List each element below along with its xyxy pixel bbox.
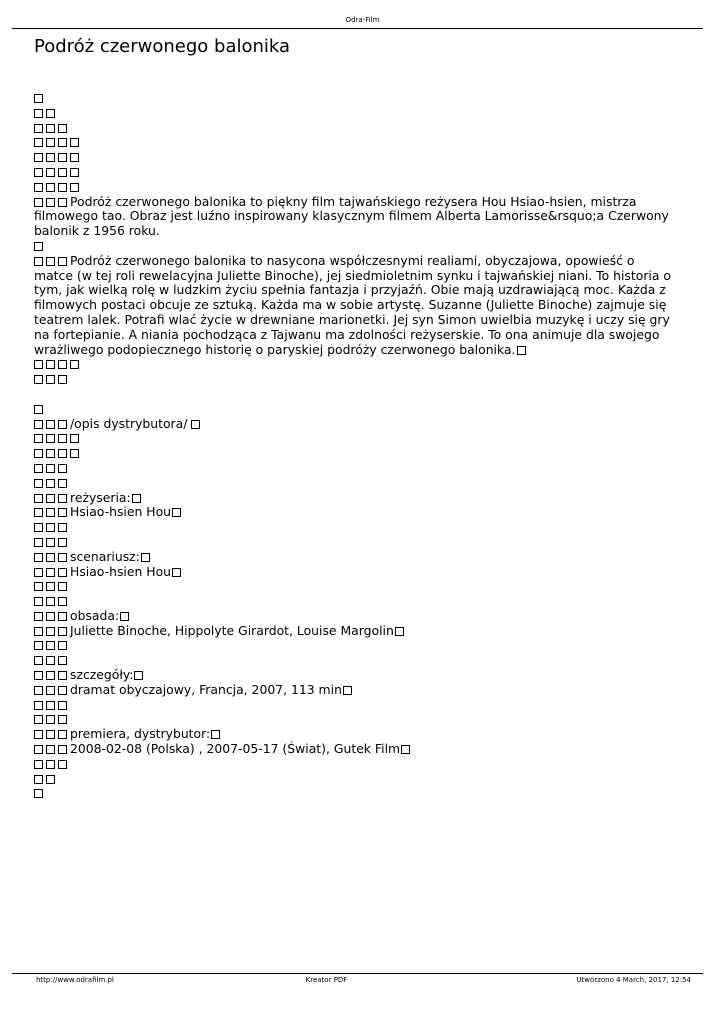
details-value-line — [34, 683, 674, 698]
missing-glyph-icon — [70, 138, 79, 147]
missing-glyph-icon — [58, 508, 67, 517]
missing-glyph-icon — [58, 553, 67, 562]
empty-line — [34, 106, 674, 121]
missing-glyph-icon — [58, 124, 67, 133]
missing-glyph-icon — [34, 183, 43, 192]
missing-glyph-icon — [46, 375, 55, 384]
missing-glyph-icon — [34, 745, 43, 754]
missing-glyph-icon — [34, 597, 43, 606]
empty-line — [34, 786, 674, 801]
missing-glyph-icon — [58, 449, 67, 458]
empty-line — [34, 446, 674, 461]
missing-glyph-icon — [34, 434, 43, 443]
missing-glyph-icon — [34, 671, 43, 680]
missing-glyph-icon — [46, 420, 55, 429]
empty-line — [34, 698, 674, 713]
missing-glyph-icon — [401, 745, 410, 754]
missing-glyph-icon — [34, 656, 43, 665]
missing-glyph-icon — [34, 360, 43, 369]
missing-glyph-icon — [46, 686, 55, 695]
missing-glyph-icon — [46, 479, 55, 488]
writer-label: scenariusz: — [70, 548, 140, 564]
missing-glyph-icon — [34, 582, 43, 591]
missing-glyph-icon — [58, 612, 67, 621]
missing-glyph-icon — [46, 715, 55, 724]
empty-line — [34, 520, 674, 535]
missing-glyph-icon — [58, 479, 67, 488]
empty-line — [34, 239, 674, 254]
missing-glyph-icon — [58, 494, 67, 503]
missing-glyph-icon — [70, 168, 79, 177]
details-value: dramat obyczajowy, Francja, 2007, 113 min — [70, 681, 342, 697]
empty-line — [34, 579, 674, 594]
missing-glyph-icon — [58, 168, 67, 177]
missing-glyph-icon — [46, 464, 55, 473]
missing-glyph-icon — [58, 568, 67, 577]
empty-line — [34, 535, 674, 550]
missing-glyph-icon — [34, 168, 43, 177]
missing-glyph-icon — [517, 346, 526, 355]
missing-glyph-icon — [46, 360, 55, 369]
description-paragraph — [34, 254, 674, 358]
writer-value-line — [34, 565, 674, 580]
director-label-line — [34, 491, 674, 506]
cast-label-line — [34, 609, 674, 624]
missing-glyph-icon — [34, 760, 43, 769]
missing-glyph-icon — [34, 449, 43, 458]
director-label: reżyseria: — [70, 489, 131, 505]
missing-glyph-icon — [34, 124, 43, 133]
missing-glyph-icon — [34, 138, 43, 147]
missing-glyph-icon — [58, 138, 67, 147]
footer-created: Utworzono 4 March, 2017, 12:54 — [576, 976, 691, 984]
missing-glyph-icon — [58, 730, 67, 739]
premiere-value: 2008-02-08 (Polska) , 2007-05-17 (Świat), Gutek Film — [70, 741, 401, 757]
missing-glyph-icon — [46, 775, 55, 784]
missing-glyph-icon — [58, 183, 67, 192]
director-value-line — [34, 505, 674, 520]
missing-glyph-icon — [58, 523, 67, 532]
missing-glyph-icon — [395, 627, 404, 636]
empty-line — [34, 757, 674, 772]
missing-glyph-icon — [34, 641, 43, 650]
missing-glyph-icon — [34, 568, 43, 577]
footer-divider — [12, 973, 703, 974]
missing-glyph-icon — [34, 508, 43, 517]
writer-value: Hsiao-hsien Hou — [70, 563, 172, 579]
missing-glyph-icon — [34, 701, 43, 710]
missing-glyph-icon — [34, 686, 43, 695]
missing-glyph-icon — [46, 124, 55, 133]
missing-glyph-icon — [34, 153, 43, 162]
empty-line — [34, 357, 674, 372]
empty-line — [34, 402, 674, 417]
director-value: Hsiao-hsien Hou — [70, 504, 172, 520]
missing-glyph-icon — [70, 449, 79, 458]
empty-line — [34, 180, 674, 195]
missing-glyph-icon — [58, 656, 67, 665]
missing-glyph-icon — [34, 627, 43, 636]
missing-glyph-icon — [46, 760, 55, 769]
page-title: Podróż czerwonego balonika — [34, 36, 291, 57]
missing-glyph-icon — [46, 138, 55, 147]
missing-glyph-icon — [70, 434, 79, 443]
missing-glyph-icon — [34, 405, 43, 414]
premiere-label: premiera, dystrybutor: — [70, 726, 211, 742]
details-label-line — [34, 668, 674, 683]
empty-line — [34, 712, 674, 727]
missing-glyph-icon — [46, 449, 55, 458]
missing-glyph-icon — [70, 183, 79, 192]
header-divider — [12, 28, 703, 29]
missing-glyph-icon — [58, 582, 67, 591]
missing-glyph-icon — [172, 508, 181, 517]
missing-glyph-icon — [46, 434, 55, 443]
document-body — [34, 91, 674, 801]
empty-line — [34, 772, 674, 787]
writer-label-line — [34, 550, 674, 565]
missing-glyph-icon — [58, 464, 67, 473]
missing-glyph-icon — [46, 153, 55, 162]
empty-line — [34, 461, 674, 476]
missing-glyph-icon — [58, 360, 67, 369]
empty-line — [34, 121, 674, 136]
missing-glyph-icon — [34, 730, 43, 739]
missing-glyph-icon — [46, 701, 55, 710]
distributor-note-line — [34, 417, 674, 432]
missing-glyph-icon — [58, 153, 67, 162]
missing-glyph-icon — [46, 553, 55, 562]
footer-url: http://www.odrafilm.pl — [36, 976, 114, 984]
missing-glyph-icon — [191, 420, 200, 429]
missing-glyph-icon — [34, 375, 43, 384]
missing-glyph-icon — [46, 612, 55, 621]
missing-glyph-icon — [58, 641, 67, 650]
intro-text: Podróż czerwonego balonika to piękny film tajwańskiego reżysera Hou Hsiao-hsien, mistrza filmowego tao. Obraz jest luźno inspirowany klasycznym filmem Alberta Lamorisse&rsquo;a Czerwony balonik z 1956 roku. — [34, 193, 669, 239]
missing-glyph-icon — [46, 257, 55, 266]
missing-glyph-icon — [34, 775, 43, 784]
missing-glyph-icon — [132, 494, 141, 503]
premiere-value-line — [34, 742, 674, 757]
missing-glyph-icon — [46, 494, 55, 503]
missing-glyph-icon — [34, 715, 43, 724]
missing-glyph-icon — [58, 420, 67, 429]
blank-line — [34, 387, 674, 402]
missing-glyph-icon — [34, 420, 43, 429]
missing-glyph-icon — [46, 568, 55, 577]
missing-glyph-icon — [58, 686, 67, 695]
missing-glyph-icon — [120, 612, 129, 621]
missing-glyph-icon — [46, 597, 55, 606]
empty-line — [34, 91, 674, 106]
footer-generator: Kreator PDF — [305, 976, 348, 984]
missing-glyph-icon — [34, 538, 43, 547]
cast-label: obsada: — [70, 607, 120, 623]
empty-line — [34, 165, 674, 180]
missing-glyph-icon — [58, 538, 67, 547]
empty-line — [34, 150, 674, 165]
empty-line — [34, 476, 674, 491]
missing-glyph-icon — [211, 730, 220, 739]
missing-glyph-icon — [34, 789, 43, 798]
distributor-note: /opis dystrybutora/ — [70, 415, 188, 431]
missing-glyph-icon — [46, 538, 55, 547]
missing-glyph-icon — [58, 434, 67, 443]
intro-paragraph — [34, 195, 674, 239]
missing-glyph-icon — [58, 257, 67, 266]
missing-glyph-icon — [46, 671, 55, 680]
missing-glyph-icon — [58, 375, 67, 384]
missing-glyph-icon — [58, 671, 67, 680]
missing-glyph-icon — [58, 745, 67, 754]
description-text: Podróż czerwonego balonika to nasycona współczesnymi realiami, obyczajowa, opowieść o matce (w tej roli rewelacyjna Juliette Binoche), jej siedmioletnim synku i tajwańskiej niani. To historia o tym, jak wielką rolę w ludzkim życiu spełnia fantazja i przyjaźń. Obie mają uzdrawiającą moc. Każda z filmowych postaci obcuje ze sztuką. Każda ma w sobie artystę. Suzanne (Juliette Binoche) zajmuje się teatrem lalek. Potrafi wlać życie w drewniane marionetki. Jej syn Simon uwielbia muzykę i uczy się gry na fortepianie. A niania pochodząca z Tajwanu ma zdolności reżyserskie. To ona animuje dla swojego wrażliwego podopiecznego historię o paryskiej podróży czerwonego balonika. — [34, 252, 671, 357]
empty-line — [34, 431, 674, 446]
missing-glyph-icon — [46, 582, 55, 591]
missing-glyph-icon — [46, 730, 55, 739]
missing-glyph-icon — [343, 686, 352, 695]
missing-glyph-icon — [58, 627, 67, 636]
missing-glyph-icon — [34, 198, 43, 207]
empty-line — [34, 372, 674, 387]
missing-glyph-icon — [58, 760, 67, 769]
missing-glyph-icon — [34, 257, 43, 266]
missing-glyph-icon — [134, 671, 143, 680]
missing-glyph-icon — [34, 553, 43, 562]
missing-glyph-icon — [70, 360, 79, 369]
missing-glyph-icon — [172, 568, 181, 577]
empty-line — [34, 594, 674, 609]
missing-glyph-icon — [34, 94, 43, 103]
missing-glyph-icon — [46, 168, 55, 177]
missing-glyph-icon — [141, 553, 150, 562]
empty-line — [34, 135, 674, 150]
missing-glyph-icon — [46, 198, 55, 207]
missing-glyph-icon — [70, 153, 79, 162]
missing-glyph-icon — [34, 109, 43, 118]
missing-glyph-icon — [46, 183, 55, 192]
missing-glyph-icon — [58, 715, 67, 724]
empty-line — [34, 653, 674, 668]
missing-glyph-icon — [34, 242, 43, 251]
missing-glyph-icon — [34, 612, 43, 621]
missing-glyph-icon — [46, 523, 55, 532]
missing-glyph-icon — [46, 627, 55, 636]
cast-value: Juliette Binoche, Hippolyte Girardot, Louise Margolin — [70, 622, 394, 638]
empty-line — [34, 638, 674, 653]
missing-glyph-icon — [34, 523, 43, 532]
missing-glyph-icon — [34, 464, 43, 473]
details-label: szczegóły: — [70, 667, 134, 683]
missing-glyph-icon — [34, 494, 43, 503]
missing-glyph-icon — [46, 508, 55, 517]
missing-glyph-icon — [46, 656, 55, 665]
missing-glyph-icon — [58, 198, 67, 207]
missing-glyph-icon — [46, 745, 55, 754]
premiere-label-line — [34, 727, 674, 742]
missing-glyph-icon — [46, 641, 55, 650]
missing-glyph-icon — [34, 479, 43, 488]
missing-glyph-icon — [58, 701, 67, 710]
site-header: Odra-Film — [345, 16, 380, 24]
missing-glyph-icon — [58, 597, 67, 606]
cast-value-line — [34, 624, 674, 639]
missing-glyph-icon — [46, 109, 55, 118]
